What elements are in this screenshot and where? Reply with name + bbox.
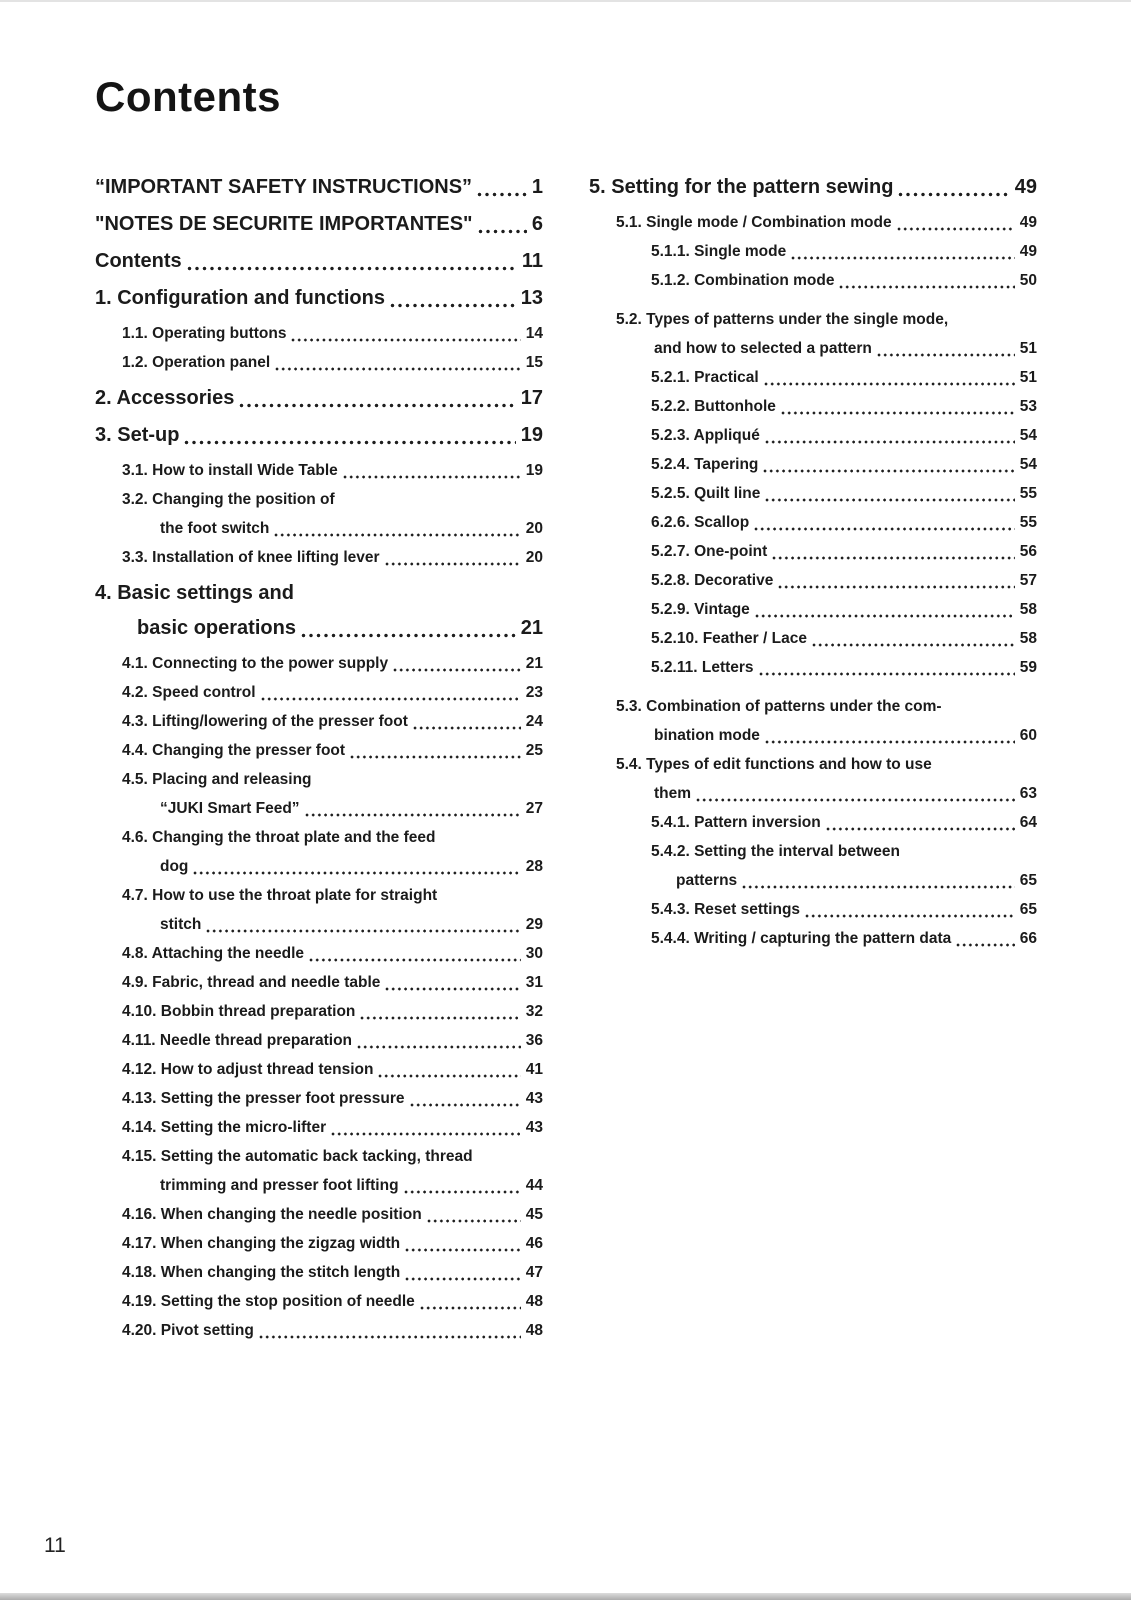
- toc-entry: [95, 1202, 543, 1227]
- dot-leader: [393, 668, 521, 672]
- dot-leader: [812, 643, 1015, 647]
- toc-entry: [95, 458, 543, 483]
- dot-leader: [261, 697, 521, 701]
- toc-entry-page: 31: [525, 974, 543, 991]
- toc-entry-page: 27: [525, 800, 543, 817]
- dot-leader: [427, 1219, 521, 1223]
- toc-entry-label: 6.2.6. Scallop: [651, 514, 750, 531]
- dot-leader: [343, 475, 521, 479]
- toc-entry-page: 21: [520, 617, 543, 639]
- toc-entry-label: 4.11. Needle thread preparation: [122, 1032, 353, 1049]
- dot-leader: [193, 871, 520, 875]
- toc-entry-label: 5.1.1. Single mode: [651, 243, 787, 260]
- toc-entry: [589, 481, 1037, 506]
- toc-entry-label: 5.2. Types of patterns under the single mode,: [616, 311, 949, 328]
- toc-entry-label: 5.2.3. Appliqué: [651, 427, 760, 444]
- toc-entry-label: 3.1. How to install Wide Table: [122, 462, 338, 479]
- dot-leader: [187, 266, 517, 271]
- dot-leader: [805, 914, 1015, 918]
- toc-entry-page: 64: [1019, 814, 1037, 831]
- dot-leader: [956, 943, 1014, 947]
- toc-entry-page: 11: [521, 250, 543, 272]
- dot-leader: [378, 1074, 520, 1078]
- toc-entry-continuation: bination mode: [654, 727, 760, 744]
- toc-entry-label: 1. Configuration and functions: [95, 287, 385, 309]
- toc-entry-page: 13: [520, 287, 543, 309]
- toc-entry-label: 5.2.11. Letters: [651, 659, 754, 676]
- toc-entry-label: 5.2.2. Buttonhole: [651, 398, 776, 415]
- toc-entry-page: 44: [525, 1177, 543, 1194]
- dot-leader: [413, 726, 521, 730]
- toc-entry: [589, 926, 1037, 951]
- toc-entry-page: 1: [531, 176, 543, 198]
- dot-leader: [478, 229, 527, 234]
- toc-entry: [589, 210, 1037, 235]
- dot-leader: [259, 1335, 521, 1339]
- toc-entry-page: 58: [1019, 630, 1037, 647]
- toc-entry: [95, 173, 543, 201]
- dot-leader: [696, 798, 1015, 802]
- toc-entry-page: 32: [525, 1003, 543, 1020]
- toc-columns: [95, 164, 1037, 1347]
- scan-edge-top: [0, 0, 1131, 2]
- toc-entry: [95, 350, 543, 375]
- toc-entry-page: 15: [525, 354, 543, 371]
- dot-leader: [360, 1016, 520, 1020]
- dot-leader: [764, 382, 1015, 386]
- toc-entry-page: 59: [1019, 659, 1037, 676]
- toc-entry-label: 4.16. When changing the needle position: [122, 1206, 422, 1223]
- toc-entry: [589, 568, 1037, 593]
- toc-entry-page: 29: [525, 916, 543, 933]
- toc-entry-continuation: “JUKI Smart Feed”: [160, 800, 300, 817]
- toc-entry-page: 65: [1019, 901, 1037, 918]
- toc-entry-label: 4.3. Lifting/lowering of the presser foot: [122, 713, 408, 730]
- toc-entry-label: 5.2.4. Tapering: [651, 456, 759, 473]
- toc-entry-page: 48: [525, 1293, 543, 1310]
- toc-entry-page: 25: [525, 742, 543, 759]
- toc-entry-page: 36: [525, 1032, 543, 1049]
- toc-entry: [95, 579, 543, 642]
- dot-leader: [765, 498, 1014, 502]
- dot-leader: [898, 192, 1009, 197]
- toc-entry-page: 49: [1019, 243, 1037, 260]
- toc-entry: [95, 1086, 543, 1111]
- toc-entry: [589, 626, 1037, 651]
- toc-entry: [95, 970, 543, 995]
- toc-entry: [589, 839, 1037, 893]
- toc-entry-label: 5.3. Combination of patterns under the com-: [616, 698, 942, 715]
- toc-entry: [95, 680, 543, 705]
- toc-entry-page: 20: [525, 549, 543, 566]
- toc-entry-label: 4.6. Changing the throat plate and the feed: [122, 829, 436, 846]
- toc-entry-continuation: trimming and presser foot lifting: [160, 1177, 399, 1194]
- toc-entry: [589, 510, 1037, 535]
- toc-entry-label: 5.4.4. Writing / capturing the pattern data: [651, 930, 952, 947]
- toc-entry-label: “IMPORTANT SAFETY INSTRUCTIONS”: [95, 176, 473, 198]
- toc-entry-label: 5.2.10. Feather / Lace: [651, 630, 807, 647]
- toc-entry-page: 60: [1019, 727, 1037, 744]
- dot-leader: [420, 1306, 521, 1310]
- toc-entry-page: 55: [1019, 514, 1037, 531]
- toc-entry-page: 23: [525, 684, 543, 701]
- toc-entry: [95, 767, 543, 821]
- toc-entry: [589, 897, 1037, 922]
- dot-leader: [839, 285, 1014, 289]
- toc-entry-label: 4.9. Fabric, thread and needle table: [122, 974, 381, 991]
- toc-entry-page: 45: [525, 1206, 543, 1223]
- toc-entry-continuation: patterns: [676, 872, 738, 889]
- toc-entry-label: 4.13. Setting the presser foot pressure: [122, 1090, 405, 1107]
- dot-leader: [763, 469, 1014, 473]
- dot-leader: [826, 827, 1015, 831]
- toc-entry-continuation: basic operations: [137, 617, 296, 639]
- toc-entry-label: 5.1.2. Combination mode: [651, 272, 835, 289]
- toc-entry-label: 1.1. Operating buttons: [122, 325, 287, 342]
- toc-entry-page: 54: [1019, 427, 1037, 444]
- toc-entry: [95, 384, 543, 412]
- toc-entry-page: 28: [525, 858, 543, 875]
- toc-entry-label: 4.4. Changing the presser foot: [122, 742, 346, 759]
- toc-entry-page: 30: [525, 945, 543, 962]
- toc-entry-label: 4. Basic settings and: [95, 582, 294, 604]
- dot-leader: [301, 633, 516, 638]
- toc-entry-label: 5.4. Types of edit functions and how to use: [616, 756, 932, 773]
- dot-leader: [897, 227, 1015, 231]
- dot-leader: [331, 1132, 521, 1136]
- toc-entry-label: 2. Accessories: [95, 387, 235, 409]
- toc-entry: [95, 321, 543, 346]
- toc-entry-page: 51: [1019, 369, 1037, 386]
- toc-column-left: [95, 164, 543, 1347]
- toc-entry-label: 4.10. Bobbin thread preparation: [122, 1003, 356, 1020]
- toc-entry: [589, 268, 1037, 293]
- dot-leader: [404, 1190, 521, 1194]
- toc-entry-page: 6: [531, 213, 543, 235]
- dot-leader: [791, 256, 1015, 260]
- toc-entry-label: 4.8. Attaching the needle: [122, 945, 305, 962]
- toc-entry-page: 58: [1019, 601, 1037, 618]
- toc-entry: [95, 487, 543, 541]
- toc-entry-page: 49: [1014, 176, 1037, 198]
- dot-leader: [410, 1103, 521, 1107]
- toc-entry-label: 5.4.2. Setting the interval between: [651, 843, 900, 860]
- toc-entry-label: 4.15. Setting the automatic back tacking, thread: [122, 1148, 473, 1165]
- toc-entry-page: 51: [1019, 340, 1037, 357]
- toc-entry-page: 47: [525, 1264, 543, 1281]
- toc-entry-label: 4.7. How to use the throat plate for straight: [122, 887, 438, 904]
- toc-entry-label: 4.14. Setting the micro-lifter: [122, 1119, 327, 1136]
- toc-entry-page: 57: [1019, 572, 1037, 589]
- toc-entry: [95, 941, 543, 966]
- scan-edge-bottom: [0, 1593, 1131, 1600]
- toc-entry-page: 19: [520, 424, 543, 446]
- toc-entry-label: 5.4.1. Pattern inversion: [651, 814, 821, 831]
- toc-entry-page: 14: [525, 325, 543, 342]
- toc-entry-page: 66: [1019, 930, 1037, 947]
- toc-entry-continuation: dog: [160, 858, 189, 875]
- toc-entry: [95, 883, 543, 937]
- toc-column-right: [589, 164, 1037, 955]
- toc-entry-label: 3.2. Changing the position of: [122, 491, 335, 508]
- toc-entry-label: 4.12. How to adjust thread tension: [122, 1061, 374, 1078]
- toc-entry-page: 20: [525, 520, 543, 537]
- toc-entry-page: 17: [520, 387, 543, 409]
- toc-entry: [589, 694, 1037, 748]
- toc-entry: [589, 365, 1037, 390]
- toc-entry: [589, 597, 1037, 622]
- toc-entry-continuation: them: [654, 785, 692, 802]
- toc-entry-page: 50: [1019, 272, 1037, 289]
- toc-entry-page: 49: [1019, 214, 1037, 231]
- toc-entry: [95, 1231, 543, 1256]
- dot-leader: [759, 672, 1015, 676]
- toc-entry-page: 24: [525, 713, 543, 730]
- toc-entry: [589, 307, 1037, 361]
- toc-entry: [589, 239, 1037, 264]
- toc-entry: [95, 1115, 543, 1140]
- dot-leader: [385, 987, 520, 991]
- dot-leader: [350, 755, 521, 759]
- toc-entry: [95, 738, 543, 763]
- toc-entry: [95, 1028, 543, 1053]
- toc-entry-label: 5.2.5. Quilt line: [651, 485, 761, 502]
- toc-entry-label: 4.20. Pivot setting: [122, 1322, 254, 1339]
- dot-leader: [305, 813, 521, 817]
- toc-entry: [95, 421, 543, 449]
- dot-leader: [385, 562, 521, 566]
- toc-entry-label: 4.1. Connecting to the power supply: [122, 655, 389, 672]
- toc-entry: [95, 651, 543, 676]
- toc-entry-label: Contents: [95, 250, 182, 272]
- toc-entry-label: 5.2.8. Decorative: [651, 572, 774, 589]
- dot-leader: [742, 885, 1015, 889]
- toc-entry-label: 1.2. Operation panel: [122, 354, 271, 371]
- toc-entry-page: 19: [525, 462, 543, 479]
- dot-leader: [781, 411, 1015, 415]
- toc-entry-page: 53: [1019, 398, 1037, 415]
- toc-entry-page: 21: [525, 655, 543, 672]
- page-number: 11: [44, 1534, 66, 1557]
- toc-entry: [589, 655, 1037, 680]
- toc-entry-label: 3. Set-up: [95, 424, 180, 446]
- toc-entry-label: 5.2.7. One-point: [651, 543, 768, 560]
- dot-leader: [405, 1277, 521, 1281]
- toc-entry: [95, 1289, 543, 1314]
- toc-entry: [95, 1318, 543, 1343]
- toc-entry-label: 5.4.3. Reset settings: [651, 901, 801, 918]
- toc-entry-page: 54: [1019, 456, 1037, 473]
- toc-entry-label: 4.17. When changing the zigzag width: [122, 1235, 401, 1252]
- toc-entry-label: 4.19. Setting the stop position of needle: [122, 1293, 415, 1310]
- dot-leader: [772, 556, 1014, 560]
- dot-leader: [275, 367, 521, 371]
- dot-leader: [309, 958, 521, 962]
- dot-leader: [357, 1045, 521, 1049]
- dot-leader: [754, 527, 1015, 531]
- toc-entry-page: 63: [1019, 785, 1037, 802]
- dot-leader: [239, 403, 515, 408]
- dot-leader: [184, 440, 515, 445]
- toc-entry: [95, 1260, 543, 1285]
- dot-leader: [477, 192, 527, 197]
- dot-leader: [765, 440, 1015, 444]
- toc-entry-page: 56: [1019, 543, 1037, 560]
- toc-entry-label: "NOTES DE SECURITE IMPORTANTES": [95, 213, 473, 235]
- dot-leader: [390, 303, 516, 308]
- toc-entry-page: 41: [525, 1061, 543, 1078]
- toc-entry: [95, 210, 543, 238]
- toc-entry: [95, 999, 543, 1024]
- toc-entry-label: 5. Setting for the pattern sewing: [589, 176, 894, 198]
- toc-entry-continuation: and how to selected a pattern: [654, 340, 872, 357]
- toc-entry: [589, 423, 1037, 448]
- toc-entry-continuation: the foot switch: [160, 520, 270, 537]
- toc-entry-continuation: stitch: [160, 916, 202, 933]
- toc-entry: [95, 825, 543, 879]
- toc-entry-page: 48: [525, 1322, 543, 1339]
- toc-entry-page: 43: [525, 1090, 543, 1107]
- toc-entry-page: 55: [1019, 485, 1037, 502]
- dot-leader: [291, 338, 520, 342]
- toc-entry-label: 5.2.1. Practical: [651, 369, 759, 386]
- toc-entry: [589, 752, 1037, 806]
- toc-entry-page: 43: [525, 1119, 543, 1136]
- toc-entry: [589, 173, 1037, 201]
- dot-leader: [765, 740, 1015, 744]
- toc-entry: [589, 452, 1037, 477]
- page-title: Contents: [95, 73, 281, 120]
- dot-leader: [274, 533, 520, 537]
- toc-entry-label: 4.2. Speed control: [122, 684, 256, 701]
- toc-entry: [95, 545, 543, 570]
- dot-leader: [405, 1248, 521, 1252]
- dot-leader: [877, 353, 1015, 357]
- dot-leader: [755, 614, 1015, 618]
- toc-entry-page: 46: [525, 1235, 543, 1252]
- toc-entry-label: 4.5. Placing and releasing: [122, 771, 312, 788]
- toc-entry-label: 5.1. Single mode / Combination mode: [616, 214, 892, 231]
- dot-leader: [778, 585, 1014, 589]
- toc-entry-label: 4.18. When changing the stitch length: [122, 1264, 401, 1281]
- toc-entry: [95, 284, 543, 312]
- toc-entry: [95, 709, 543, 734]
- toc-entry-label: 3.3. Installation of knee lifting lever: [122, 549, 380, 566]
- toc-entry: [95, 1057, 543, 1082]
- toc-entry: [589, 539, 1037, 564]
- toc-entry: [589, 394, 1037, 419]
- dot-leader: [206, 929, 520, 933]
- toc-entry-page: 65: [1019, 872, 1037, 889]
- toc-entry: [95, 1144, 543, 1198]
- toc-entry: [589, 810, 1037, 835]
- toc-entry-label: 5.2.9. Vintage: [651, 601, 750, 618]
- toc-entry: [95, 247, 543, 275]
